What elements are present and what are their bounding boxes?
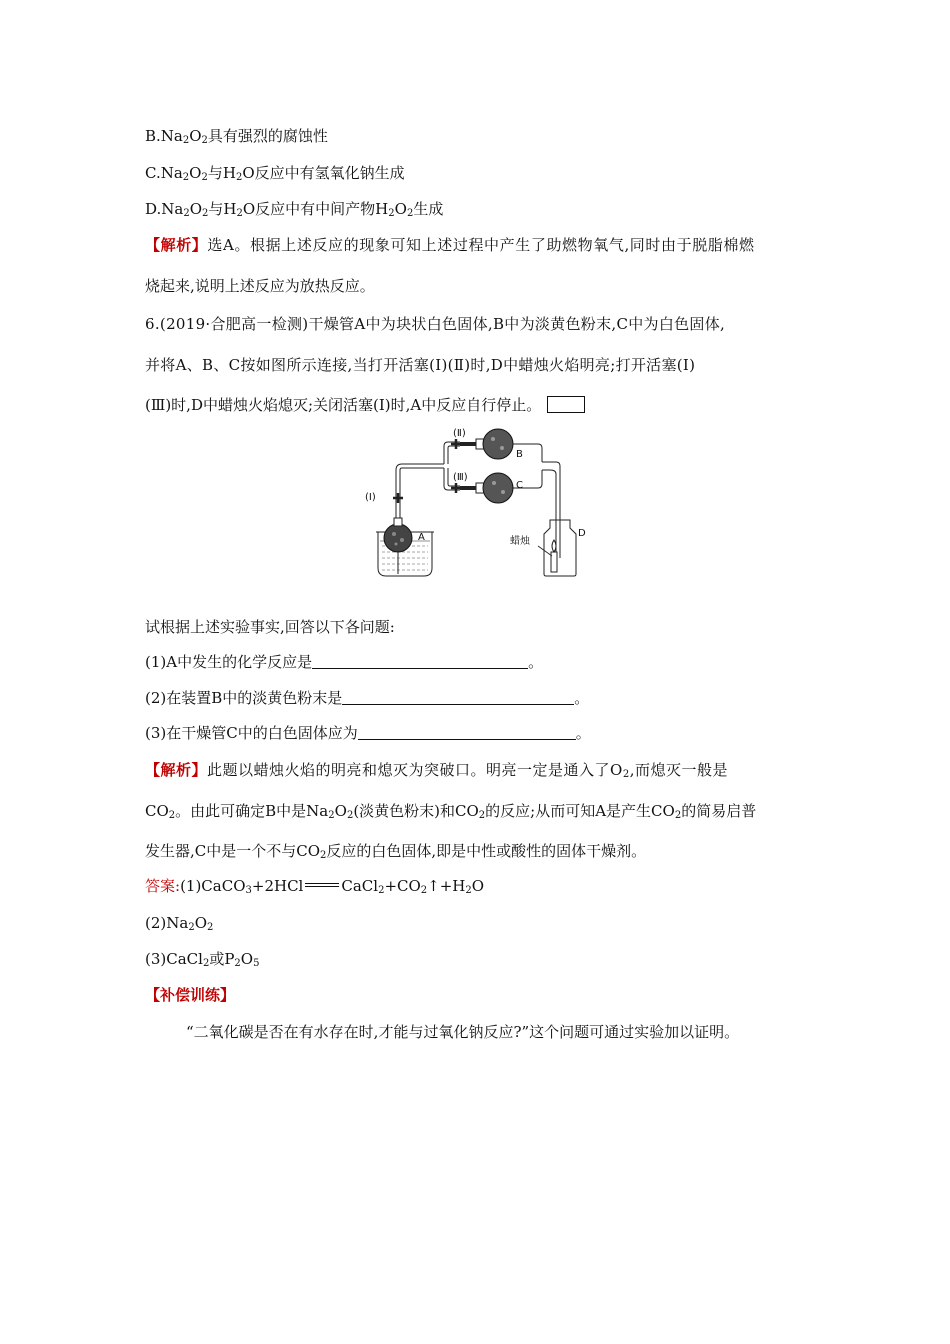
candle-flame — [552, 540, 556, 552]
question-6-line-2: 并将A、B、C按如图所示连接,当打开活塞(Ⅰ)(Ⅱ)时,D中蜡烛火焰明亮;打开活塞(Ⅰ) — [145, 356, 696, 374]
stopcock-ii — [451, 439, 461, 449]
equals-sign — [305, 883, 339, 887]
question-2: (2)在装置B中的淡黄色粉末是 。 — [145, 689, 590, 707]
analysis-2-line-1: 【解析】此题以蜡烛火焰的明亮和熄灭为突破口。明亮一定是通入了$O_2$,而熄灭一般是 — [145, 761, 728, 780]
option-c: $C.Na_2O_2$与$H_2O$反应中有氢氧化钠生成 — [145, 164, 405, 183]
option-b: $B.Na_2O_2$具有强烈的腐蚀性 — [145, 127, 328, 146]
question-1: (1)A中发生的化学反应是 。 — [145, 653, 544, 671]
option-d: $D.Na_2O_2$与$H_2O$反应中有中间产物$H_2O_2$生成 — [145, 200, 444, 219]
analysis-2-line-2: $CO_2$。由此可确定B中是$Na_2O_2$(淡黄色粉末)和$CO_2$的反应;从而可知A是产生$CO_2$的简易启普 — [145, 802, 757, 821]
main-tube — [396, 464, 444, 476]
tube-a-neck — [394, 518, 402, 526]
label-c: C — [516, 480, 523, 491]
answer-2: $(2)Na_2O_2$ — [145, 914, 214, 933]
analysis-tag: 【解析】 — [145, 761, 208, 779]
question-6-line-3: (Ⅲ)时,D中蜡烛火焰熄灭;关闭活塞(Ⅰ)时,A中反应自行停止。 — [145, 395, 585, 415]
drying-tube-b — [483, 429, 513, 459]
analysis-2-line-3: 发生器,C中是一个不与$CO_2$反应的白色固体,即是中性或酸性的固体干燥剂。 — [145, 842, 647, 861]
label-b: B — [516, 449, 523, 460]
upper-branch — [444, 442, 460, 464]
label-candle: 蜡烛 — [510, 536, 530, 547]
analysis-1-line-2: 烧起来,说明上述反应为放热反应。 — [145, 277, 375, 295]
candle — [551, 552, 557, 572]
question-3: (3)在干燥管C中的白色固体应为 。 — [145, 724, 591, 742]
stopcock-i — [393, 493, 403, 503]
question-6-line-1: 6.(2019·合肥高一检测)干燥管A中为块状白色固体,B中为淡黄色粉末,C中为白色固体, — [145, 315, 726, 333]
answer-1: 答案:(1)CaCO$_3$+2HCl $CaCl_2+CO_2↑+H_2O$ — [145, 877, 485, 896]
answer-3: (3)CaCl$_2$或$P_2O_5$ — [145, 950, 260, 969]
drying-tube-c — [483, 473, 513, 503]
label-d: D — [578, 528, 586, 539]
label-a: A — [418, 532, 425, 543]
answer-label: 答案: — [145, 877, 181, 895]
label-ii: (Ⅱ) — [453, 428, 466, 439]
label-i: (Ⅰ) — [365, 492, 376, 503]
label-iii: (Ⅲ) — [453, 472, 468, 483]
supplement-tag: 【补偿训练】 — [145, 986, 236, 1004]
stopcock-iii — [451, 483, 461, 493]
analysis-tag: 【解析】 — [145, 236, 208, 254]
supplement-text: “二氧化碳是否在有水存在时,才能与过氧化钠反应?”这个问题可通过实验加以证明。 — [186, 1023, 740, 1041]
answer-box — [547, 396, 585, 413]
analysis-1-line-1: 【解析】选A。根据上述反应的现象可知上述过程中产生了助燃物氧气,同时由于脱脂棉燃 — [145, 236, 755, 254]
questions-intro: 试根据上述实验事实,回答以下各问题: — [145, 618, 395, 636]
drying-tube-a — [384, 524, 412, 552]
apparatus-diagram — [360, 428, 600, 583]
